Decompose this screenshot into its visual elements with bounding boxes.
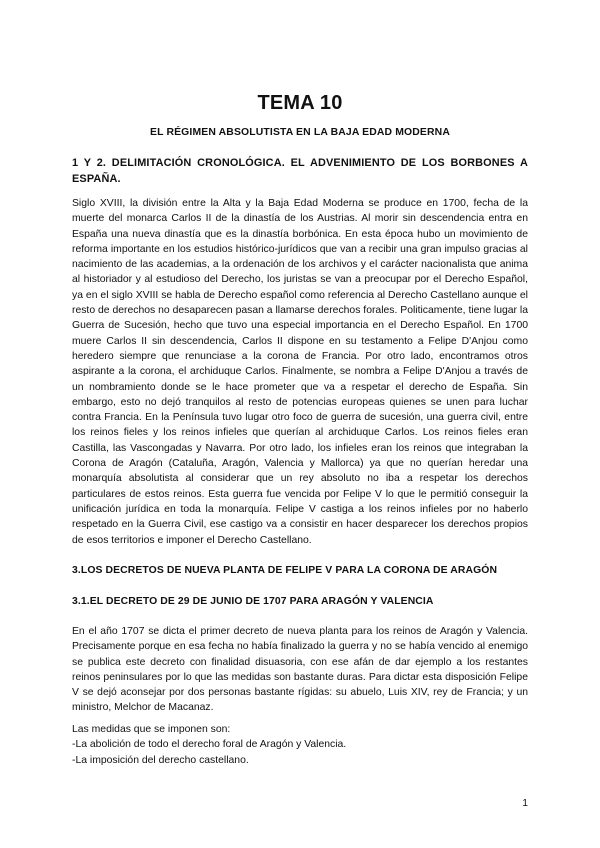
page-number: 1	[522, 798, 528, 809]
measure-item: -La imposición del derecho castellano.	[72, 754, 249, 766]
measure-item: -La abolición de todo el derecho foral de Aragón y Valencia.	[72, 739, 347, 751]
document-title: TEMA 10	[257, 92, 343, 114]
section1-paragraph: Siglo XVIII, la división entre la Alta y la Baja Edad Moderna se produce en 1700, fecha de la muerte del monarca Carlos II de la dinastía de los Austrias. Al morir sin descendencia entra en España una nueva dinastía que es la dinastía borbónica. En esta época hubo un movimiento de reforma importante en los estudios histórico-jurídicos que van a recibir una gran impulso gracias al nacimiento de las academias, a la ordenación de los archivos y el carácter nacionalista que anima al historiador y al estudioso del Derecho, los juristas se van a preocupar por el Derecho Español, ya en el siglo XVIII se habla de Derecho español como referencia al Derecho Castellano aunque el resto de derechos no desaparecen pasan a llamarse derechos forales. Politicamente, tiene lugar la Guerra de Sucesión, hecho que tuvo una especial importancia en el Derecho Español. En 1700 muere Carlos II sin descendencia, Carlos II dispone en su testamento a Felipe D'Anjou como heredero siempre que renunciase a la corona de Francia. Por otro lado, encontramos otros aspirante a la corona, el archiduque Carlos. Finalmente, se nombra a Felipe D'Anjou a través de un nombramiento donde se le hace prometer que va a respetar el derecho de España. Sin embargo, esto no dejó tranquilos al resto de potencias europeas quienes se unen para luchar contra Francia. En la Península tuvo lugar otro foco de guerra de sucesión, una guerra civil, entre los reinos fieles y los reinos infieles que querían al archiduque Carlos. Los reinos fieles eran Castilla, las Vascongadas y Navarra. Por otro lado, los infieles eran los reinos que integraban la Corona de Aragón (Cataluña, Aragón, Valencia y Mallorca) ya que no querían heredar una monarquía absolutista al considerar que un rey absoluto no iba a respetar los derechos particulares de estos reinos. Esta guerra fue vencida por Felipe V lo que le permitió conseguir la unificación jurídica en toda la monarquía. Felipe V castiga a los reinos infieles por no haberlo respetado en la Guerra Civil, ese castigo va a consistir en hacer desparecer los derechos propios de esos territorios e imponer el Derecho Castellano.	[72, 198, 528, 546]
measures-intro: Las medidas que se imponen son:	[72, 724, 231, 735]
section1-heading: 1 Y 2. DELIMITACIÓN CRONOLÓGICA. EL ADVENIMIENTO DE LOS BORBONES A ESPAÑA.	[72, 157, 528, 185]
measures-list	[72, 722, 528, 768]
section31-heading: 3.1.EL DECRETO DE 29 DE JUNIO DE 1707 PARA ARAGÓN Y VALENCIA	[72, 596, 434, 607]
document-subtitle: EL RÉGIMEN ABSOLUTISTA EN LA BAJA EDAD MODERNA	[150, 127, 450, 138]
section31-paragraph: En el año 1707 se dicta el primer decreto de nueva planta para los reinos de Aragón y Valencia. Precisamente porque en esa fecha no había finalizado la guerra y no se había vencido al enemigo se publica este decreto con finalidad disuasoria, con ese afán de dar ejemplo a los restantes reinos peninsulares por lo que las medidas son bastante duras. Para dictar esta disposición Felipe V se dejó aconsejar por dos personas bastante rígidas: su abuelo, Luis XIV, rey de Francia; y un ministro, Melchor de Macanaz.	[72, 626, 528, 714]
section3-heading: 3.LOS DECRETOS DE NUEVA PLANTA DE FELIPE V PARA LA CORONA DE ARAGÓN	[72, 565, 498, 576]
